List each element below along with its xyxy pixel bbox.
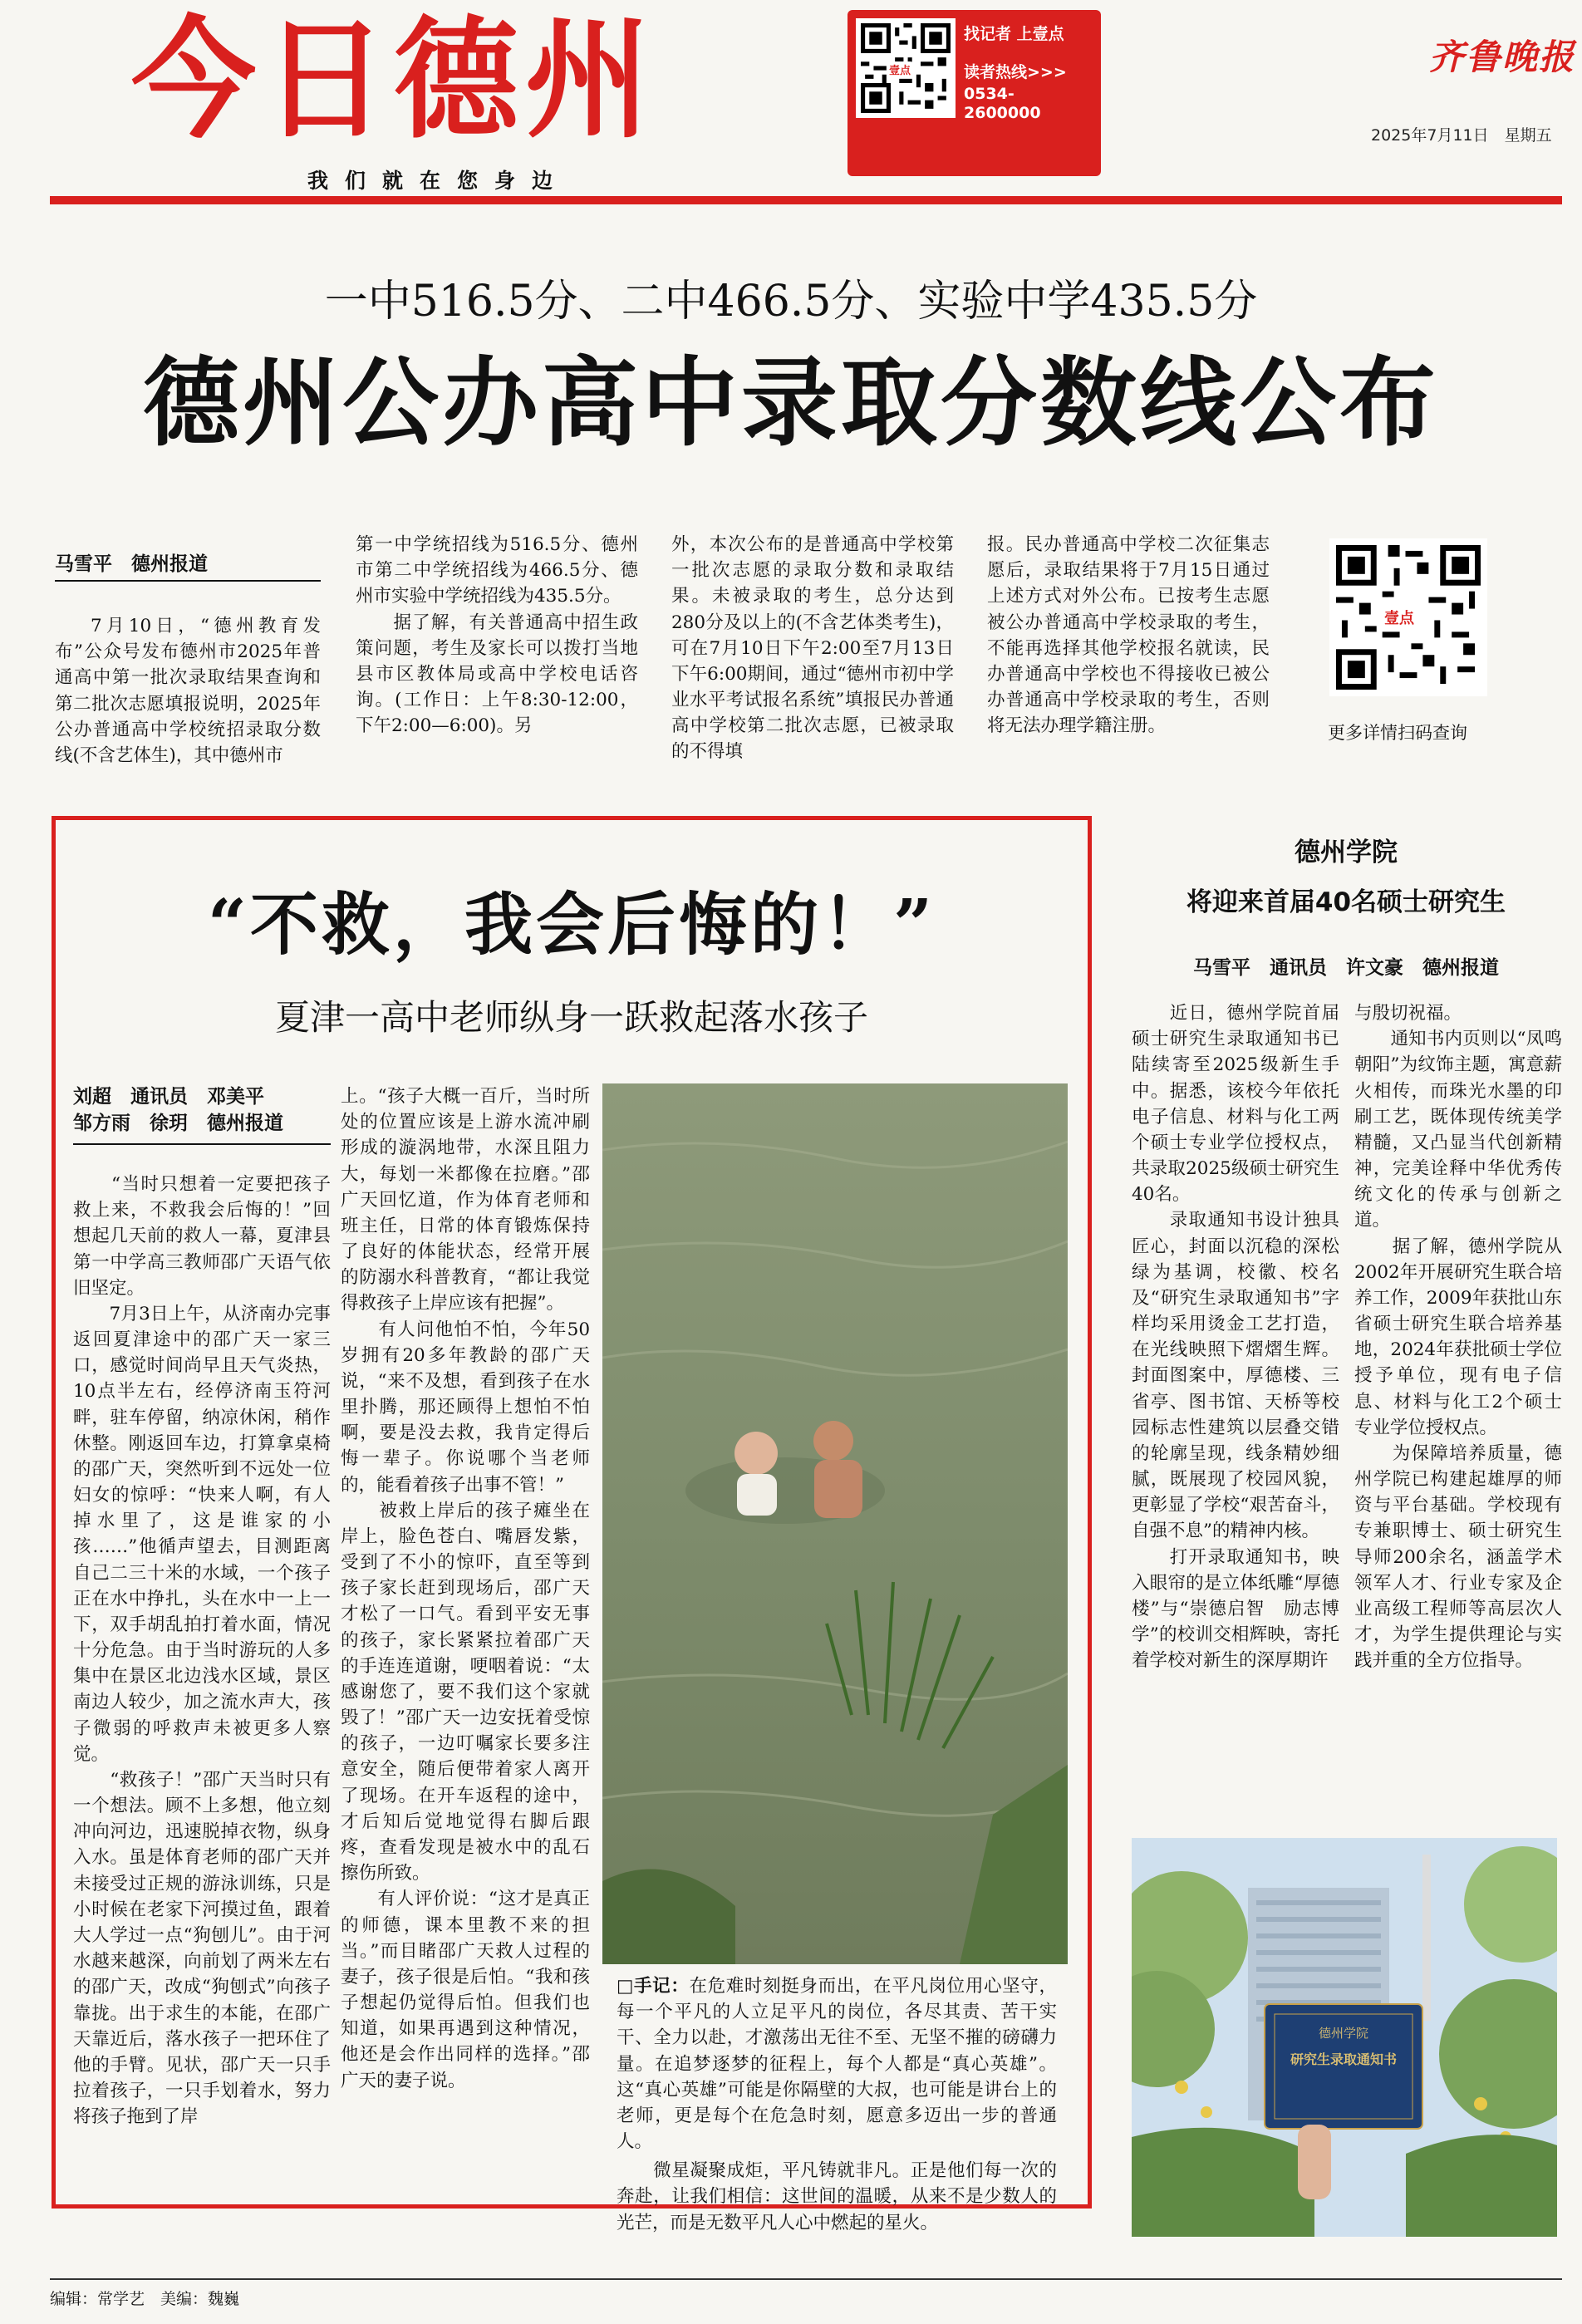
rescue-byline: 刘超 通讯员 邓美平 邹方雨 徐玥 德州报道 [73,1086,283,1135]
footer-rule [50,2278,1562,2280]
byline-rule [55,580,321,582]
side-column-1: 近日，德州学院首届硕士研究生录取通知书已陆续寄至2025级新生手中。据悉，该校今年依托电子信息、材料与化工两个硕士专业学位授权点，共录取2025级硕士研究生40名。 录取通知书设计独具匠心，封面以沉稳的深松绿为基调，校徽、校名及“研究生录取通知书”字样均采用烫金工艺打造，在光线映照下熠熠生辉。封面图案中，厚德楼、三省亭、图书馆、天桥等校园标志性建筑以层叠交错的轮廓呈现，线条精妙细腻，既展现了校园风貌，更彰显了学校“艰苦奋斗，自强不息”的精神内核。 打开录取通知书，映入眼帘的是立体纸雕“厚德楼”与“崇德启智 励志博学”的校训交相辉映，寄托着学校对新生的深厚期许 [1132,1003,1339,1672]
issue-date: 2025年7月11日 星期五 [1371,126,1552,145]
rescue-headline: “不救，我会后悔的！” [207,885,936,965]
qr-center-label: 壹点 [889,61,911,77]
lead-column-2: 第一中学统招线为516.5分、德州市第二中学统招线为466.5分、德州市实验中学统招线为435.5分。 据了解，有关普通高中招生政策问题，考生及家长可以拨打当地县市区教体局或高中学校电话咨询。(工作日：上午8:30-12:00，下午2:00—6:00)。另 [356,534,638,737]
newspaper-logo: 齐鲁晚报 [1429,37,1576,77]
lead-byline: 马雪平 德州报道 [55,553,208,575]
masthead-slogan: 我们就在您身边 [307,169,570,193]
rescue-column-2: 上。“孩子大概一百斤，当时所处的位置应该是上游水流冲刷形成的漩涡地带，水深且阻力大，每划一米都像在拉磨。”邵广天回忆道，作为体育老师和班主任，日常的体育锻炼保持了良好的体能状态，经常开展的防溺水科普教育，“都让我觉得救孩子上岸应该有把握”。 有人问他怕不怕，今年50岁拥有20多年教龄的邵广天说，“来不及想，看到孩子在水里扑腾，那还顾得上想怕不怕啊，要是没去救，我肯定得后悔一辈子。你说哪个当老师的，能看着孩子出事不管！” 被救上岸后的孩子瘫坐在岸上，脸色苍白、嘴唇发紫，受到了不小的惊吓，直至等到孩子家长赶到现场后，邵广天才松了一口气。看到平安无事的孩子，家长紧紧拉着邵广天的手连连道谢，哽咽着说：“太感谢您了，要不我们这个家就毁了！”邵广天一边安抚着受惊的孩子，一边叮嘱家长要多注意安全，随后便带着家人离开了现场。在开车返程的途中，才后知后觉地觉得右脚后跟疼，查看发现是被水中的乱石擦伤所致。 有人评价说：“这才是真正的师德，课本里教不来的担当。”而目睹邵广天救人过程的妻子，孩子很是后怕。“我和孩子想起仍觉得后怕。但我们也知道，如果再遇到这种情况，他还是会作出同样的选择。”邵广天的妻子说。 [341,1086,590,2091]
rescue-photo [602,1083,1068,1964]
masthead-title: 今日德州 [131,4,657,157]
side-column-2: 与殷切祝福。 通知书内页则以“凤鸣朝阳”为纹饰主题，寓意薪火相传，而珠光水墨的印刷工艺，既体现传统美学精髓，又凸显当代创新精神，完美诠释中华优秀传统文化的传承与创新之道。 据了解，德州学院从2002年开展研究生联合培养工作，2009年获批山东省硕士研究生联合培养基地，2024年获批硕士学位授予单位，现有电子信息、材料与化工2个硕士专业学位授权点。 为保障培养质量，德州学院已构建起雄厚的师资与平台基础。学校现有专兼职博士、硕士研究生导师200余名，涵盖学术领军人才、行业专家及企业高级工程师等高层次人才，为学生提供理论与实践并重的全方位指导。 [1354,1003,1562,1672]
admission-letter-photo [1132,1838,1557,2237]
lead-column-4: 报。民办普通高中学校二次征集志愿后，录取结果将于7月15日通过上述方式对外公布。已按考生志愿被公办普通高中学校录取的考生，不能再选择其他学校报名就读，民办普通高中学校也不得接收已被公办普通高中学校录取的考生，否则将无法办理学籍注册。 [987,534,1270,737]
note-label: □手记： [617,1976,690,1997]
lead-headline: 德州公办高中录取分数线公布 [143,346,1439,459]
footer-editors: 编辑：常学艺 美编：魏巍 [50,2290,240,2308]
rescue-column-1: “当时只想着一定要把孩子救上来，不救我会后悔的！”回想起几天前的救人一幕，夏津县第一中学高三教师邵广天语气依旧坚定。 7月3日上午，从济南办完事返回夏津途中的邵广天一家三口，感觉时间尚早且天气炎热，10点半左右，经停济南玉符河畔，驻车停留，纳凉休闲，稍作休整。刚返回车边，打算拿桌椅的邵广天，突然听到不远处一位妇女的惊呼：“快来人啊，有人掉水里了，这是谁家的小孩……”他循声望去，目测距离自己二三十米的水域，一个孩子正在水中挣扎，头在水中一上一下，双手胡乱拍打着水面，情况十分危急。由于当时游玩的人多集中在景区北边浅水区域，景区南边人较少，加之流水声大，孩子微弱的呼救声未被更多人察觉。 “救孩子！”邵广天当时只有一个想法。顾不上多想，他立刻冲向河边，迅速脱掉衣物，纵身入水。虽是体育老师的邵广天并未接受过正规的游泳训练，只是小时候在老家下河摸过鱼，跟着大人学过一点“狗刨儿”。由于河水越来越深，向前划了两米左右的邵广天，改成“狗刨式”向孩子靠拢。出于求生的本能，在邵广天靠近后，落水孩子一把环住了他的手臂。见状，邵广天一只手拉着孩子，一只手划着水，努力将孩子拖到了岸 [73,1174,331,2128]
side-headline: 将迎来首届40名硕士研究生 [1186,887,1506,917]
editor-note [617,1973,1057,2236]
hotline-slogan: 找记者 上壹点 [964,25,1064,43]
side-byline: 马雪平 通讯员 许文豪 德州报道 [1193,957,1499,979]
qr-caption: 更多详情扫码查询 [1328,723,1467,743]
note-paragraph-1: 在危难时刻挺身而出，在平凡岗位用心坚守，每一个平凡的人立足平凡的岗位，各尽其责、苦干实干、全力以赴，才激荡出无往不至、无坚不摧的磅礴力量。在追梦逐梦的征程上，每个人都是“真心英雄”。这“真心英雄”可能是你隔壁的大叔，也可能是讲台上的老师，更是每个在危急时刻，愿意多迈出一步的普通人。 [617,1976,1057,2153]
rescue-subheadline: 夏津一高中老师纵身一跃救起落水孩子 [274,997,868,1038]
hotline-qr-code[interactable] [856,18,956,118]
details-qr-code[interactable] [1329,538,1487,696]
qr-center-label: 壹点 [1384,607,1414,628]
lead-kicker: 一中516.5分、二中466.5分、实验中学435.5分 [324,277,1258,327]
envelope-title: 研究生录取通知书 [1290,2051,1398,2067]
side-kicker: 德州学院 [1295,838,1398,867]
lead-column-3: 外，本次公布的是普通高中学校第一批次志愿的录取分数和录取结果。未被录取的考生，总分达到280分及以上的(不含艺体类考生)，可在7月10日下午2:00至7月13日下午6:00期间，通过“德州市初中学业水平考试报名系统”填报民办普通高中学校第二批次志愿，已被录取的不得填 [671,534,954,763]
note-paragraph-2: 微星凝聚成炬，平凡铸就非凡。正是他们每一次的奔赴，让我们相信：这世间的温暖，从来不是少数人的光芒，而是无数平凡人心中燃起的星火。 [617,2160,1057,2233]
byline-rule [73,1143,331,1145]
masthead-rule [50,196,1562,204]
hotline-label: 读者热线>>> [964,63,1067,81]
lead-column-1: 7月10日，“德州教育发布”公众号发布德州市2025年普通高中第一批次录取结果查询和第二批次志愿填报说明，2025年公办普通高中学校统招录取分数线(不含艺体生)，其中德州市 [55,616,321,766]
hotline-phone[interactable]: 0534-2600000 [964,85,1041,122]
envelope-school-name: 德州学院 [1318,2026,1369,2041]
reader-hotline-box [848,10,1101,176]
